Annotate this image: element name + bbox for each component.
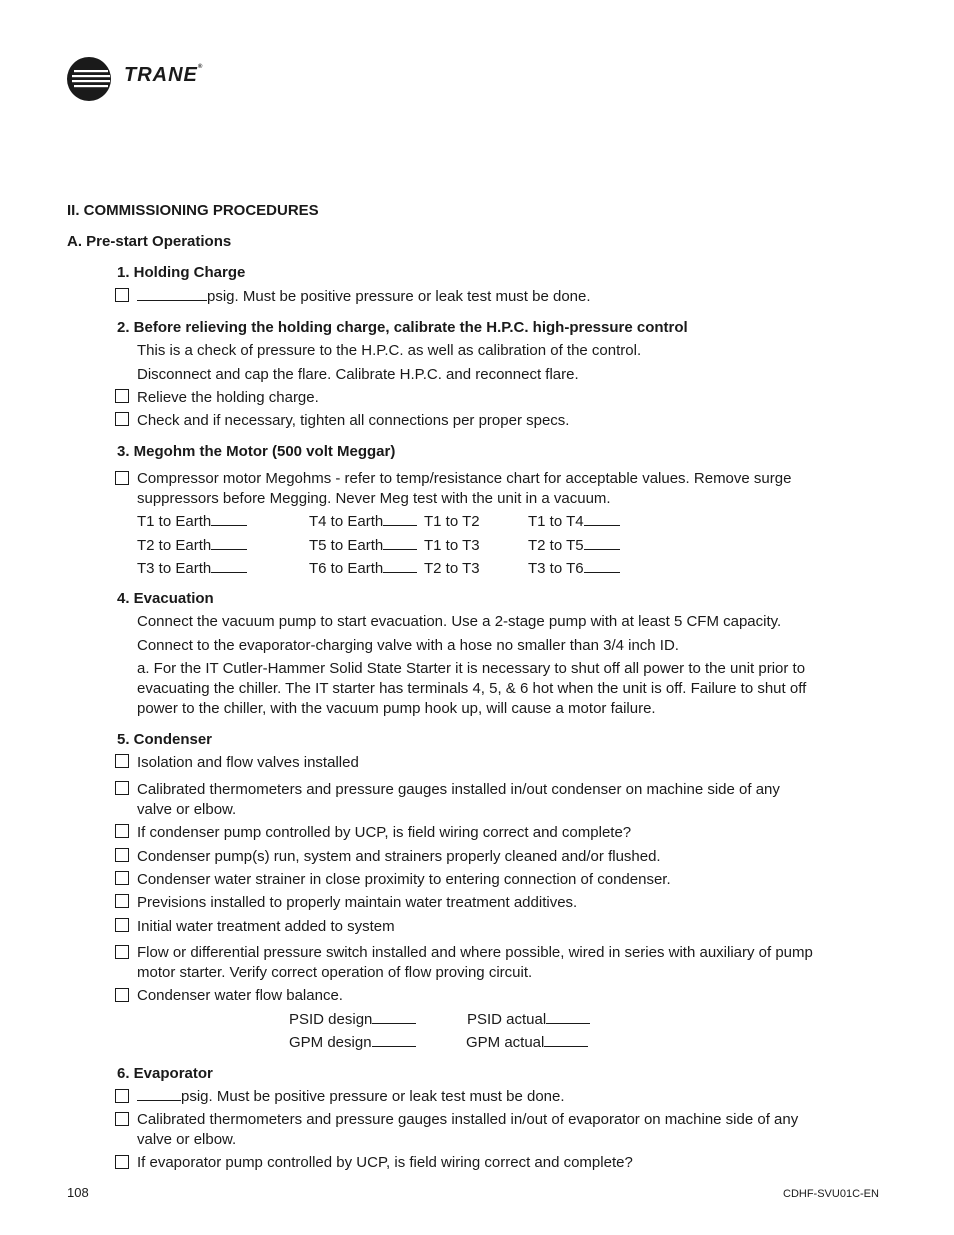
gpm-actual: GPM actual (466, 1034, 588, 1051)
s3-item-line1: Compressor motor Megohms - refer to temp/resistance chart for acceptable values. Remove surge (137, 470, 792, 487)
s4-line4: evacuating the chiller. The IT starter has terminals 4, 5, & 6 hot when the unit is off. Failure to shut off (137, 680, 807, 697)
s2-title: 2. Before relieving the holding charge, calibrate the H.P.C. high-pressure control (117, 319, 688, 336)
megohm-cell: T1 to T4 (528, 513, 620, 530)
megohm-cell: T4 to Earth (309, 513, 417, 530)
page-number: 108 (67, 1185, 89, 1200)
section-title: II. COMMISSIONING PROCEDURES (67, 202, 319, 219)
s4-title: 4. Evacuation (117, 590, 214, 607)
gpm-design: GPM design (289, 1034, 416, 1051)
s6-title: 6. Evaporator (117, 1065, 213, 1082)
s6-item3: If evaporator pump controlled by UCP, is field wiring correct and complete? (137, 1154, 633, 1171)
s5-checkbox-3[interactable] (115, 824, 129, 838)
s5-item6: Previsions installed to properly maintain water treatment additives. (137, 894, 578, 911)
s1-checkbox[interactable] (115, 288, 129, 302)
s5-item8-l2: motor starter. Verify correct operation of flow proving circuit. (137, 964, 533, 981)
s5-checkbox-2[interactable] (115, 781, 129, 795)
megohm-cell: T3 to T6 (528, 560, 620, 577)
psid-design: PSID design (289, 1011, 416, 1028)
s5-item3: If condenser pump controlled by UCP, is field wiring correct and complete? (137, 824, 632, 841)
s5-checkbox-4[interactable] (115, 848, 129, 862)
s2-note1: This is a check of pressure to the H.P.C. as well as calibration of the control. (137, 342, 642, 359)
s6-item2-l1: Calibrated thermometers and pressure gauges installed in/out of evaporator on machine side of any (137, 1111, 799, 1128)
s4-line5: power to the chiller, with the vacuum pump hook up, will cause a motor failure. (137, 700, 656, 717)
s6-checkbox-1[interactable] (115, 1089, 129, 1103)
s3-item-line2: suppressors before Megging. Never Meg test with the unit in a vacuum. (137, 490, 611, 507)
megohm-cell: T1 to T2 (424, 513, 480, 530)
s5-item7: Initial water treatment added to system (137, 918, 395, 935)
s5-item9: Condenser water flow balance. (137, 987, 343, 1004)
megohm-cell: T2 to T3 (424, 560, 480, 577)
megohm-cell: T1 to T3 (424, 537, 480, 554)
s4-line1: Connect the vacuum pump to start evacuation. Use a 2-stage pump with at least 5 CFM capacity. (137, 613, 782, 630)
s5-item1: Isolation and flow valves installed (137, 754, 359, 771)
s5-checkbox-6[interactable] (115, 894, 129, 908)
s1-title: 1. Holding Charge (117, 264, 246, 281)
megohm-cell: T2 to T5 (528, 537, 620, 554)
s3-checkbox[interactable] (115, 471, 129, 485)
s4-line3: a. For the IT Cutler-Hammer Solid State Starter it is necessary to shut off all power to the unit prior to (137, 660, 806, 677)
s1-item: psig. Must be positive pressure or leak test must be done. (137, 288, 591, 305)
s2-item2: Check and if necessary, tighten all connections per proper specs. (137, 412, 570, 429)
s5-item2-l2: valve or elbow. (137, 801, 237, 818)
s2-checkbox-2[interactable] (115, 412, 129, 426)
s5-checkbox-5[interactable] (115, 871, 129, 885)
s5-item2-l1: Calibrated thermometers and pressure gauges installed in/out condenser on machine side of any (137, 781, 780, 798)
s5-checkbox-7[interactable] (115, 918, 129, 932)
subsection-title: A. Pre-start Operations (67, 233, 232, 250)
s5-checkbox-9[interactable] (115, 988, 129, 1002)
s6-checkbox-2[interactable] (115, 1112, 129, 1126)
s2-item1: Relieve the holding charge. (137, 389, 319, 406)
s5-title: 5. Condenser (117, 731, 213, 748)
s2-checkbox-1[interactable] (115, 389, 129, 403)
s6-item2-l2: valve or elbow. (137, 1131, 237, 1148)
s2-note2: Disconnect and cap the flare. Calibrate H.P.C. and reconnect flare. (137, 366, 579, 383)
s5-checkbox-8[interactable] (115, 945, 129, 959)
s6-item1: psig. Must be positive pressure or leak test must be done. (137, 1088, 565, 1105)
s5-item5: Condenser water strainer in close proximity to entering connection of condenser. (137, 871, 671, 888)
psid-actual: PSID actual (467, 1011, 590, 1028)
s6-checkbox-3[interactable] (115, 1155, 129, 1169)
doc-code: CDHF-SVU01C-EN (783, 1188, 879, 1200)
s5-checkbox-1[interactable] (115, 754, 129, 768)
s5-item4: Condenser pump(s) run, system and strainers properly cleaned and/or flushed. (137, 848, 661, 865)
megohm-cell: T6 to Earth (309, 560, 417, 577)
s4-line2: Connect to the evaporator-charging valve with a hose no smaller than 3/4 inch ID. (137, 637, 679, 654)
megohm-cell: T5 to Earth (309, 537, 417, 554)
megohm-cell: T3 to Earth (137, 560, 247, 577)
megohm-cell: T2 to Earth (137, 537, 247, 554)
brand-wordmark: TRANE® (124, 64, 204, 86)
s5-item8-l1: Flow or differential pressure switch installed and where possible, wired in series with auxiliary of pump (137, 944, 813, 961)
megohm-cell: T1 to Earth (137, 513, 247, 530)
s3-title: 3. Megohm the Motor (500 volt Meggar) (117, 443, 396, 460)
